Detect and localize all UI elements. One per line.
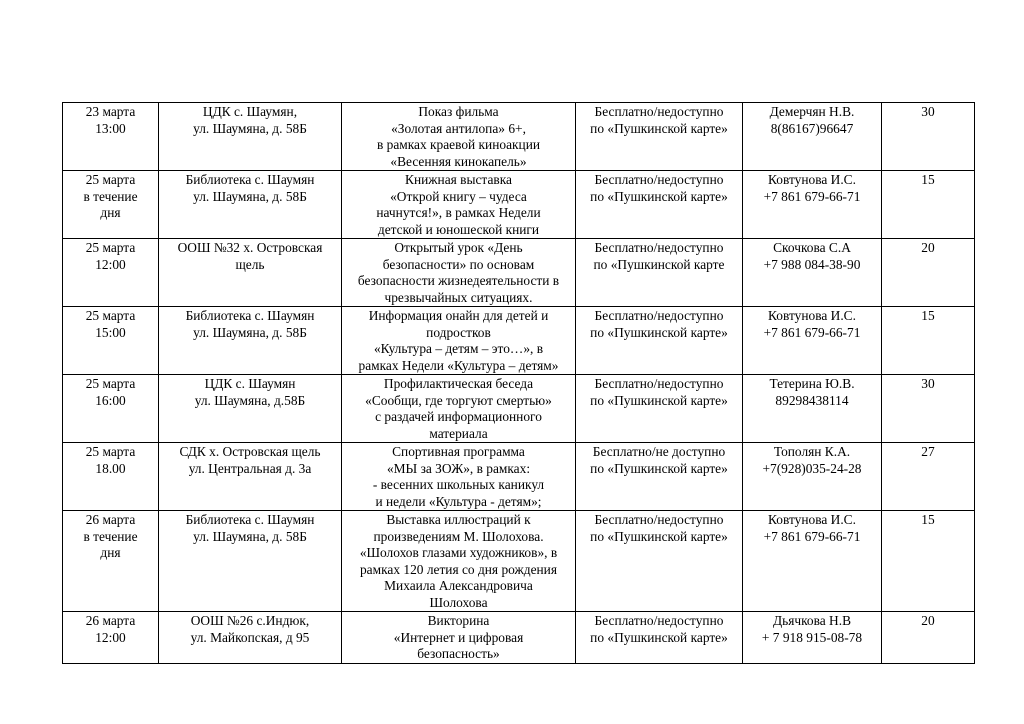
- event-place-cell: ООШ №32 х. Островская щель: [159, 239, 342, 307]
- table-row: [63, 612, 975, 664]
- table-row: [63, 171, 975, 239]
- event-participants-cell: 30: [882, 375, 975, 443]
- event-date-cell: 26 марта 12:00: [63, 612, 159, 664]
- event-participants-cell: 20: [882, 239, 975, 307]
- event-participants-cell: 27: [882, 443, 975, 511]
- event-price-cell: Бесплатно/недоступно по «Пушкинской карте»: [576, 612, 743, 664]
- table-row: [63, 375, 975, 443]
- table-row: [63, 511, 975, 612]
- events-table: [62, 102, 975, 664]
- event-price-cell: Бесплатно/недоступно по «Пушкинской карте»: [576, 171, 743, 239]
- event-place-cell: ЦДК с. Шаумян ул. Шаумяна, д.58Б: [159, 375, 342, 443]
- table-row: [63, 443, 975, 511]
- event-responsible-cell: Ковтунова И.С. +7 861 679-66-71: [743, 171, 882, 239]
- event-description-cell: Спортивная программа «МЫ за ЗОЖ», в рамках: - весенних школьных каникул и недели «Культура - детям»;: [342, 443, 576, 511]
- event-place-cell: Библиотека с. Шаумян ул. Шаумяна, д. 58Б: [159, 511, 342, 612]
- event-price-cell: Бесплатно/недоступно по «Пушкинской карте»: [576, 511, 743, 612]
- event-place-cell: ООШ №26 с.Индюк, ул. Майкопская, д 95: [159, 612, 342, 664]
- event-description-cell: Показ фильма «Золотая антилопа» 6+, в рамках краевой киноакции «Весенняя кинокапель»: [342, 103, 576, 171]
- event-participants-cell: 30: [882, 103, 975, 171]
- event-date-cell: 25 марта 12:00: [63, 239, 159, 307]
- event-description-cell: Информация онайн для детей и подростков «Культура – детям – это…», в рамках Недели «Культура – детям»: [342, 307, 576, 375]
- event-price-cell: Бесплатно/недоступно по «Пушкинской карте»: [576, 375, 743, 443]
- event-responsible-cell: Демерчян Н.В. 8(86167)96647: [743, 103, 882, 171]
- event-date-cell: 25 марта 16:00: [63, 375, 159, 443]
- table-row: [63, 239, 975, 307]
- event-place-cell: ЦДК с. Шаумян, ул. Шаумяна, д. 58Б: [159, 103, 342, 171]
- event-participants-cell: 20: [882, 612, 975, 664]
- event-price-cell: Бесплатно/недоступно по «Пушкинской карте»: [576, 103, 743, 171]
- event-responsible-cell: Ковтунова И.С. +7 861 679-66-71: [743, 307, 882, 375]
- event-place-cell: Библиотека с. Шаумян ул. Шаумяна, д. 58Б: [159, 171, 342, 239]
- event-description-cell: Открытый урок «День безопасности» по основам безопасности жизнедеятельности в чрезвычайных ситуациях.: [342, 239, 576, 307]
- event-description-cell: Выставка иллюстраций к произведениям М. Шолохова. «Шолохов глазами художников», в рамках 120 летия со дня рождения Михаила Александровича Шолохова: [342, 511, 576, 612]
- event-responsible-cell: Скочкова С.А +7 988 084-38-90: [743, 239, 882, 307]
- event-date-cell: 23 марта 13:00: [63, 103, 159, 171]
- event-responsible-cell: Ковтунова И.С. +7 861 679-66-71: [743, 511, 882, 612]
- event-participants-cell: 15: [882, 511, 975, 612]
- event-price-cell: Бесплатно/недоступно по «Пушкинской карте: [576, 239, 743, 307]
- event-description-cell: Викторина «Интернет и цифровая безопасность»: [342, 612, 576, 664]
- event-responsible-cell: Дьячкова Н.В + 7 918 915-08-78: [743, 612, 882, 664]
- event-price-cell: Бесплатно/не доступно по «Пушкинской карте»: [576, 443, 743, 511]
- event-place-cell: СДК х. Островская щель ул. Центральная д. 3а: [159, 443, 342, 511]
- event-description-cell: Профилактическая беседа «Сообщи, где торгуют смертью» с раздачей информационного материала: [342, 375, 576, 443]
- event-date-cell: 25 марта в течение дня: [63, 171, 159, 239]
- event-description-cell: Книжная выставка «Открой книгу – чудеса начнутся!», в рамках Недели детской и юношеской книги: [342, 171, 576, 239]
- event-responsible-cell: Тетерина Ю.В. 89298438114: [743, 375, 882, 443]
- event-participants-cell: 15: [882, 307, 975, 375]
- event-responsible-cell: Тополян К.А. +7(928)035-24-28: [743, 443, 882, 511]
- event-date-cell: 26 марта в течение дня: [63, 511, 159, 612]
- event-price-cell: Бесплатно/недоступно по «Пушкинской карте»: [576, 307, 743, 375]
- event-date-cell: 25 марта 18.00: [63, 443, 159, 511]
- event-participants-cell: 15: [882, 171, 975, 239]
- table-row: [63, 307, 975, 375]
- table-row: [63, 103, 975, 171]
- event-date-cell: 25 марта 15:00: [63, 307, 159, 375]
- event-place-cell: Библиотека с. Шаумян ул. Шаумяна, д. 58Б: [159, 307, 342, 375]
